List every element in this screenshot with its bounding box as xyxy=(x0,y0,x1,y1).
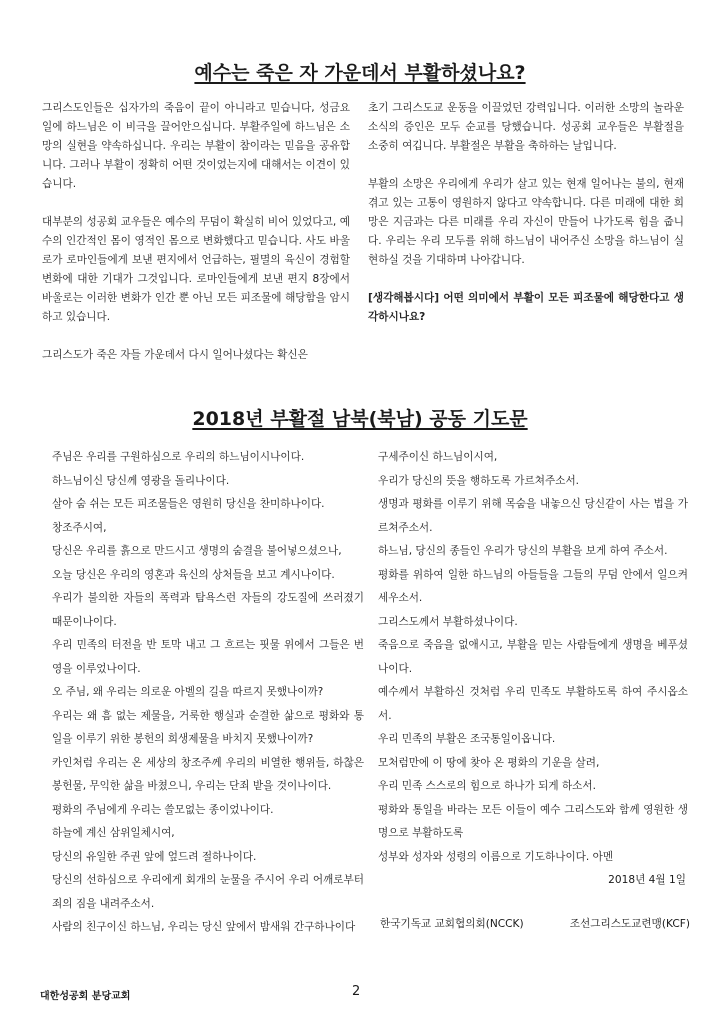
signatories xyxy=(380,916,690,931)
section2-title: 2018년 부활절 남북(북남) 공동 기도문 xyxy=(192,408,528,430)
prayer-line: 당신은 우리를 흙으로 만드시고 생명의 숨결을 불어넣으셨으나, xyxy=(52,545,342,557)
prayer-line: 모처럼만에 이 땅에 찾아 온 평화의 기운을 살려, xyxy=(378,756,600,769)
footer-church-name: 대한성공회 분당교회 xyxy=(40,991,131,1002)
reflection-question xyxy=(368,289,684,327)
prayer-line: 오 주님, 왜 우리는 의로운 아벨의 길을 따르지 못했나이까? xyxy=(52,686,324,698)
paragraph: 초기 그리스도교 운동을 이끌었던 강력입니다. 이러한 소망의 놀라운 소식의 증인은 모두 순교를 당했습니다. 성공회 교우들은 부활절을 소중히 여깁니다. 부활절은 부활을 축하하는 날입니다. xyxy=(368,102,684,152)
paragraph: 그리스도인들은 십자가의 죽음이 끝이 아니라고 믿습니다, 성금요일에 하느님은 이 비극을 끌어안으십니다. 부활주일에 하느님은 소망의 실현을 약속하십니다. 우리는 부활이 참이라는 믿음을 공유합니다. 그러나 부활이 정확히 어떤 것이었는지에 대해서는 이견이 있습니다. xyxy=(42,102,350,190)
section1-title: 예수는 죽은 자 가운데서 부활하셨나요? xyxy=(194,62,526,84)
prayer-line: 창조주시여, xyxy=(52,521,107,534)
prayer-line: 하느님이신 당신께 영광을 돌리나이다. xyxy=(52,474,230,487)
prayer-line: 우리 민족 스스로의 힘으로 하나가 되게 하소서. xyxy=(378,780,597,792)
prayer-line: 평화를 위하여 일한 하느님의 아들들을 그들의 무덤 안에서 일으켜 세우소서. xyxy=(378,568,688,604)
signatory-ncck: 한국기독교 교회협의회(NCCK) xyxy=(380,918,524,930)
prayer-line: 하느님, 당신의 종들인 우리가 당신의 부활을 보게 하여 주소서. xyxy=(378,545,668,557)
prayer-line: 우리가 당신의 뜻을 행하도록 가르쳐주소서. xyxy=(378,474,580,487)
prayer-date: 2018년 4월 1일 xyxy=(608,874,686,886)
prayer-line: 살아 숨 쉬는 모든 피조물들은 영원히 당신을 찬미하나이다. xyxy=(52,498,325,510)
prayer-line: 우리는 왜 흠 없는 제물을, 거룩한 행실과 순결한 삶으로 평화와 통일을 이루기 위한 봉헌의 희생제물을 바치지 못했나이까? xyxy=(52,709,364,745)
section1-right-column xyxy=(368,99,684,327)
prayer-line: 당신의 유일한 주권 앞에 엎드려 절하나이다. xyxy=(52,850,257,863)
prayer-right-column xyxy=(378,446,688,869)
prayer-line: 주님은 우리를 구원하심으로 우리의 하느님이시나이다. xyxy=(52,451,305,463)
prayer-line: 예수께서 부활하신 것처럼 우리 민족도 부활하도록 하여 주시옵소서. xyxy=(378,686,688,722)
prayer-left-column xyxy=(52,446,364,940)
paragraph: 대부분의 성공회 교우들은 예수의 무덤이 확실히 비어 있었다고, 예수의 인간적인 몸이 영적인 몸으로 변화했다고 믿습니다. 사도 바울로가 로마인들에게 보낸 편지에서 언급하는, 필멸의 육신이 경험할 변화에 대한 기대가 그것입니다. 로마인들에게 보낸 편지 8장에서 바울로는 이러한 변화가 인간 뿐 아닌 모든 피조물에 해당함을 암시하고 있습니다. xyxy=(42,216,350,323)
prayer-line: 사람의 친구이신 하느님, 우리는 당신 앞에서 밤새워 간구하나이다 xyxy=(52,921,356,933)
prayer-line: 생명과 평화를 이루기 위해 목숨을 내놓으신 당신같이 사는 법을 가르쳐주소서. xyxy=(378,498,688,534)
prayer-line: 그리스도께서 부활하셨나이다. xyxy=(378,615,518,628)
question-text: 어떤 의미에서 부활이 모든 피조물에 해당한다고 생각하시나요? xyxy=(368,292,684,323)
paragraph: 그리스도가 죽은 자들 가운데서 다시 일어나셨다는 확신은 xyxy=(42,349,308,361)
prayer-line: 구세주이신 하느님이시여, xyxy=(378,451,498,463)
prayer-line: 평화의 주님에게 우리는 쓸모없는 종이었나이다. xyxy=(52,803,274,816)
question-label: [생각해봅시다] xyxy=(368,292,440,304)
section1-left-column xyxy=(42,99,350,365)
prayer-line: 오늘 당신은 우리의 영혼과 육신의 상처들을 보고 계시나이다. xyxy=(52,568,335,581)
prayer-line: 평화와 통일을 바라는 모든 이들이 예수 그리스도와 함께 영원한 생명으로 부활하도록 xyxy=(378,803,688,839)
prayer-line: 성부와 성자와 성령의 이름으로 기도하나이다. 아멘 xyxy=(378,850,614,863)
prayer-line: 우리 민족의 터전을 반 토막 내고 그 흐르는 핏물 위에서 그들은 번영을 이루었나이다. xyxy=(52,639,364,675)
prayer-line: 우리가 불의한 자들의 폭력과 탐욕스런 자들의 강도질에 쓰러졌기 때문이나이다. xyxy=(52,592,364,628)
prayer-line: 죽음으로 죽음을 없애시고, 부활을 믿는 사람들에게 생명을 베푸셨나이다. xyxy=(378,639,688,675)
signatory-kcf: 조선그리스도교련맹(KCF) xyxy=(569,918,690,930)
page-number: 2 xyxy=(352,984,361,999)
paragraph: 부활의 소망은 우리에게 우리가 살고 있는 현재 일어나는 불의, 현재 겪고 있는 고통이 영원하지 않다고 약속합니다. 다른 미래에 대한 희망은 지금과는 다른 미래를 우리 자신이 만들어 나가도록 힘을 줍니다. 우리는 우리 모두를 위해 하느님이 내어주신 소망을 하느님이 실현하실 것을 기대하며 나아갑니다. xyxy=(368,178,684,266)
prayer-line: 카인처럼 우리는 온 세상의 창조주께 우리의 비열한 행위들, 하찮은 봉헌물, 무익한 삶을 바쳤으니, 우리는 단죄 받을 것이나이다. xyxy=(52,756,364,792)
prayer-line: 우리 민족의 부활은 조국통일이옵니다. xyxy=(378,733,556,745)
prayer-line: 당신의 선하심으로 우리에게 회개의 눈물을 주시어 우리 어깨로부터 죄의 짐을 내려주소서. xyxy=(52,874,364,910)
prayer-line: 하늘에 계신 삼위일체시여, xyxy=(52,827,175,839)
